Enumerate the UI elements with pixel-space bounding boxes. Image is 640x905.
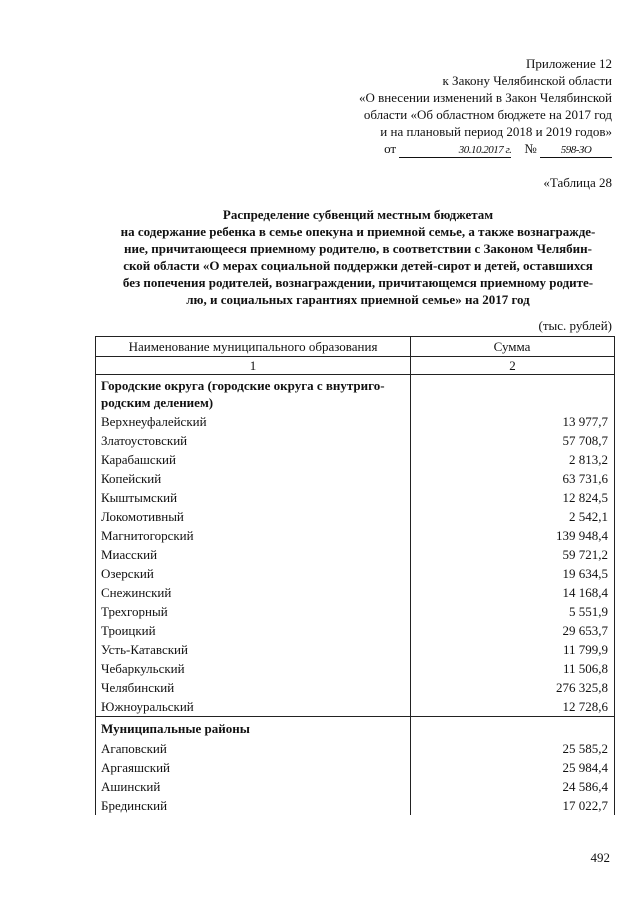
municipality-name: Копейский	[96, 469, 411, 488]
table-row	[96, 469, 615, 488]
subsidy-amount: 11 506,8	[411, 659, 615, 678]
table-row	[96, 602, 615, 621]
number-prefix: №	[524, 141, 537, 156]
section-title-line: родским делением)	[101, 395, 214, 410]
municipality-name: Челябинский	[96, 678, 411, 697]
subsidy-amount: 24 586,4	[411, 777, 615, 796]
table-row	[96, 621, 615, 640]
law-date-line	[282, 140, 612, 158]
table-row	[96, 545, 615, 564]
title-line: на содержание ребенка в семье опекуна и приемной семье, а также вознагражде-	[120, 224, 596, 239]
subsidy-amount: 11 799,9	[411, 640, 615, 659]
municipality-name: Снежинский	[96, 583, 411, 602]
subsidy-amount: 25 984,4	[411, 758, 615, 777]
title-line: ской области «О мерах социальной поддержки детей-сирот и детей, оставшихся	[123, 258, 593, 273]
column-number: 1	[96, 357, 411, 375]
section-sum-empty	[411, 375, 615, 413]
subsidy-amount: 63 731,6	[411, 469, 615, 488]
table-row	[96, 488, 615, 507]
subsidy-amount: 12 824,5	[411, 488, 615, 507]
title-line: ние, причитающееся приемному родителю, в соответствии с Законом Челябин-	[124, 241, 592, 256]
table-row	[96, 450, 615, 469]
column-header-sum: Сумма	[411, 337, 615, 357]
section-row-urban-districts	[96, 375, 615, 413]
table-row	[96, 796, 615, 815]
table-row	[96, 564, 615, 583]
document-title	[98, 206, 618, 308]
table-header-row	[96, 337, 615, 357]
table-row	[96, 412, 615, 431]
section-sum-empty	[411, 717, 615, 740]
table-row	[96, 678, 615, 697]
municipality-name: Локомотивный	[96, 507, 411, 526]
subsidy-amount: 57 708,7	[411, 431, 615, 450]
subsidy-amount: 17 022,7	[411, 796, 615, 815]
page-number: 492	[590, 850, 610, 865]
column-number-row	[96, 357, 615, 375]
municipality-name: Магнитогорский	[96, 526, 411, 545]
table-row	[96, 507, 615, 526]
subsidy-amount: 139 948,4	[411, 526, 615, 545]
section-title	[96, 375, 411, 413]
municipality-name: Усть-Катавский	[96, 640, 411, 659]
subsidy-amount: 12 728,6	[411, 697, 615, 717]
subsidy-amount: 5 551,9	[411, 602, 615, 621]
municipality-name: Верхнеуфалейский	[96, 412, 411, 431]
subsidy-amount: 59 721,2	[411, 545, 615, 564]
title-heading: Распределение субвенций местным бюджетам	[222, 207, 494, 222]
subsidy-amount: 29 653,7	[411, 621, 615, 640]
municipality-name: Чебаркульский	[96, 659, 411, 678]
section-title-line: Городские округа (городские округа с внутриго-	[101, 378, 385, 393]
appendix-block	[282, 55, 612, 158]
subsidy-amount: 2 813,2	[411, 450, 615, 469]
units-label: (тыс. рублей)	[538, 318, 612, 333]
subsidy-amount: 14 168,4	[411, 583, 615, 602]
appendix-line: к Закону Челябинской области	[442, 73, 612, 88]
table-row	[96, 697, 615, 717]
table-row	[96, 431, 615, 450]
column-header-name: Наименование муниципального образования	[96, 337, 411, 357]
appendix-line: и на плановый период 2018 и 2019 годов»	[380, 124, 612, 139]
table-row	[96, 739, 615, 758]
appendix-line: области «Об областном бюджете на 2017 год	[363, 107, 612, 122]
law-date-value: 30.10.2017 г.	[399, 144, 511, 158]
table-row	[96, 659, 615, 678]
subsidy-amount: 276 325,8	[411, 678, 615, 697]
table-body	[96, 337, 615, 816]
subsidy-table	[95, 336, 615, 815]
section-row-municipal-districts	[96, 717, 615, 740]
municipality-name: Аргаяшский	[96, 758, 411, 777]
table-row	[96, 777, 615, 796]
municipality-name: Южноуральский	[96, 697, 411, 717]
column-number: 2	[411, 357, 615, 375]
municipality-name: Карабашский	[96, 450, 411, 469]
municipality-name: Миасский	[96, 545, 411, 564]
table-row	[96, 583, 615, 602]
appendix-line: Приложение 12	[525, 56, 612, 71]
appendix-line: «О внесении изменений в Закон Челябинской	[358, 90, 612, 105]
municipality-name: Агаповский	[96, 739, 411, 758]
section-title: Муниципальные районы	[96, 717, 411, 740]
subsidy-amount: 2 542,1	[411, 507, 615, 526]
municipality-name: Кыштымский	[96, 488, 411, 507]
municipality-name: Златоустовский	[96, 431, 411, 450]
subsidy-amount: 25 585,2	[411, 739, 615, 758]
table-row	[96, 640, 615, 659]
table-reference: «Таблица 28	[543, 175, 612, 190]
municipality-name: Троицкий	[96, 621, 411, 640]
subsidy-amount: 13 977,7	[411, 412, 615, 431]
municipality-name: Ашинский	[96, 777, 411, 796]
subsidy-amount: 19 634,5	[411, 564, 615, 583]
municipality-name: Трехгорный	[96, 602, 411, 621]
date-prefix: от	[384, 141, 397, 156]
table-row	[96, 526, 615, 545]
title-line: без попечения родителей, вознаграждении, причитающемся приемному родите-	[122, 275, 594, 290]
municipality-name: Озерский	[96, 564, 411, 583]
title-line: лю, и социальных гарантиях приемной семье» на 2017 год	[186, 292, 530, 307]
table-row	[96, 758, 615, 777]
law-number-value: 598-ЗО	[540, 144, 612, 158]
municipality-name: Брединский	[96, 796, 411, 815]
